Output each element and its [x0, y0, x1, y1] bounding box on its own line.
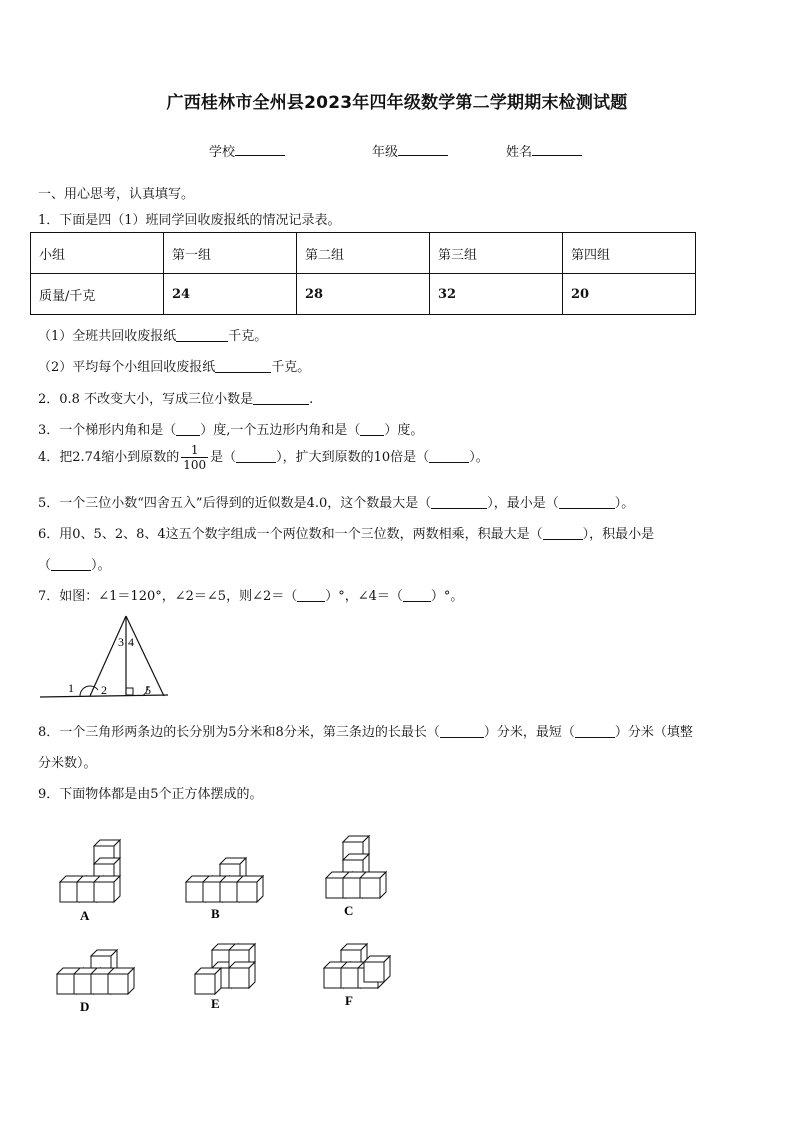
q2-end: . — [309, 392, 314, 407]
q6-text-c: （ — [38, 558, 52, 573]
answer-blank[interactable] — [403, 588, 431, 602]
q7 — [38, 585, 463, 604]
cube-figure-b — [186, 858, 263, 902]
answer-blank[interactable] — [575, 724, 615, 738]
cube-figure-d — [57, 950, 134, 994]
q8-text-c: ）分米（填整 — [614, 725, 693, 740]
q2 — [38, 388, 313, 407]
answer-blank[interactable] — [440, 724, 484, 738]
q1-sub2-unit: 千克。 — [271, 360, 311, 375]
q6-text-d: ）。 — [91, 558, 111, 573]
table-header-cell: 小组 — [31, 233, 164, 274]
angle-label-5: 5 — [145, 683, 151, 697]
fraction-denominator: 100 — [183, 458, 207, 472]
q3-text-a: 3．一个梯形内角和是（ — [38, 423, 177, 438]
record-table — [30, 232, 696, 315]
q2-text: 2．0.8 不改变大小，写成三位小数是 — [38, 392, 254, 407]
q7-text-c: ）°。 — [430, 589, 464, 604]
school-field[interactable] — [209, 141, 285, 160]
name-blank[interactable] — [532, 141, 582, 156]
answer-blank[interactable] — [176, 422, 200, 436]
right-angle-mark — [126, 688, 133, 695]
q3 — [38, 419, 423, 438]
q1-sub1-text: （1）全班共回收废报纸 — [38, 329, 177, 344]
answer-blank[interactable] — [236, 449, 276, 463]
figure-label-a: A — [80, 908, 90, 923]
q8-line1 — [38, 721, 693, 740]
fraction-numerator: 1 — [181, 443, 208, 458]
answer-blank[interactable] — [297, 588, 325, 602]
angle-label-3: 3 — [118, 635, 124, 649]
angle-label-1: 1 — [68, 681, 74, 695]
q1-sub1-unit: 千克。 — [228, 329, 268, 344]
table-cell: 32 — [430, 274, 563, 315]
table-row — [31, 274, 696, 315]
answer-blank[interactable] — [429, 449, 469, 463]
q8-text-b: ）分米，最短（ — [483, 725, 575, 740]
q5 — [38, 492, 634, 511]
answer-blank[interactable] — [51, 557, 91, 571]
answer-blank[interactable] — [253, 391, 309, 405]
q9-prompt: 9．下面物体都是由5个正方体摆成的。 — [38, 787, 263, 802]
cube-figure-c — [326, 836, 386, 898]
answer-blank[interactable] — [431, 495, 487, 509]
table-header-cell: 第一组 — [164, 233, 297, 274]
cube-figures — [0, 820, 420, 1020]
q8-line2: 分米数）。 — [38, 756, 97, 771]
q8-text-a: 8．一个三角形两条边的长分别为5分米和8分米，第三条边的长最长（ — [38, 725, 440, 740]
figure-label-d: D — [80, 999, 90, 1014]
table-cell: 20 — [563, 274, 696, 315]
angle-label-4: 4 — [128, 635, 134, 649]
q6-text-b: ），积最小是 — [582, 527, 655, 542]
q6-line1 — [38, 523, 654, 542]
angle-label-2: 2 — [101, 683, 107, 697]
answer-blank[interactable] — [176, 328, 228, 342]
q7-text-a: 7．如图：∠1＝120°，∠2＝∠5，则∠2＝（ — [38, 589, 298, 604]
figure-label-f: F — [345, 993, 353, 1008]
figure-label-c: C — [344, 903, 354, 918]
grade-field[interactable] — [372, 141, 448, 160]
answer-blank[interactable] — [215, 359, 271, 373]
q4-text-c: ），扩大到原数的10倍是（ — [276, 450, 430, 465]
table-header-cell: 第三组 — [430, 233, 563, 274]
q4-text-a: 4．把2.74缩小到原数的 — [38, 450, 180, 465]
grade-label: 年级 — [372, 145, 399, 160]
table-header-cell: 第四组 — [563, 233, 696, 274]
triangle-figure — [38, 610, 178, 702]
q6-text-a: 6．用0、5、2、8、4这五个数字组成一个两位数和一个三位数，两数相乘，积最大是（ — [38, 527, 543, 542]
section-heading: 一、用心思考，认真填写。 — [38, 187, 195, 202]
q5-text-a: 5．一个三位小数“四舍五入”后得到的近似数是4.0，这个数最大是（ — [38, 496, 432, 511]
table-header-row — [31, 233, 696, 274]
answer-blank[interactable] — [360, 422, 384, 436]
q3-text-b: ）度,一个五边形内角和是（ — [200, 423, 361, 438]
q1-sub1 — [38, 325, 267, 344]
q4-text-d: ）。 — [469, 450, 489, 465]
q5-text-c: ）。 — [614, 496, 635, 511]
name-label: 姓名 — [506, 145, 533, 160]
table-cell: 24 — [164, 274, 297, 315]
q1-sub2-text: （2）平均每个小组回收废报纸 — [38, 360, 216, 375]
cube-figure-a — [60, 840, 120, 902]
angle1-arc — [80, 686, 98, 696]
table-header-cell: 第二组 — [297, 233, 430, 274]
table-cell: 28 — [297, 274, 430, 315]
answer-blank[interactable] — [543, 526, 583, 540]
figure-label-e: E — [211, 996, 220, 1011]
q4-text-b: 是（ — [210, 450, 237, 465]
school-label: 学校 — [209, 145, 236, 160]
name-field[interactable] — [506, 141, 582, 160]
table-row-label: 质量/千克 — [31, 274, 164, 315]
q1-prompt: 1．下面是四（1）班同学回收废报纸的情况记录表。 — [38, 213, 341, 228]
q3-text-c: ）度。 — [384, 423, 424, 438]
q7-text-b: ）°，∠4＝（ — [325, 589, 403, 604]
cube-figure-f — [324, 944, 390, 988]
page-title: 广西桂林市全州县2023年四年级数学第二学期期末检测试题 — [166, 93, 628, 113]
q1-sub2 — [38, 356, 310, 375]
cube-figure-e — [195, 944, 255, 994]
q6-line2 — [38, 554, 111, 573]
q5-text-b: ），最小是（ — [487, 496, 559, 511]
fraction — [181, 443, 208, 472]
grade-blank[interactable] — [398, 141, 448, 156]
answer-blank[interactable] — [559, 495, 615, 509]
school-blank[interactable] — [235, 141, 285, 156]
figure-label-b: B — [211, 906, 220, 921]
q4 — [38, 443, 489, 472]
triangle-left-side — [90, 616, 126, 696]
